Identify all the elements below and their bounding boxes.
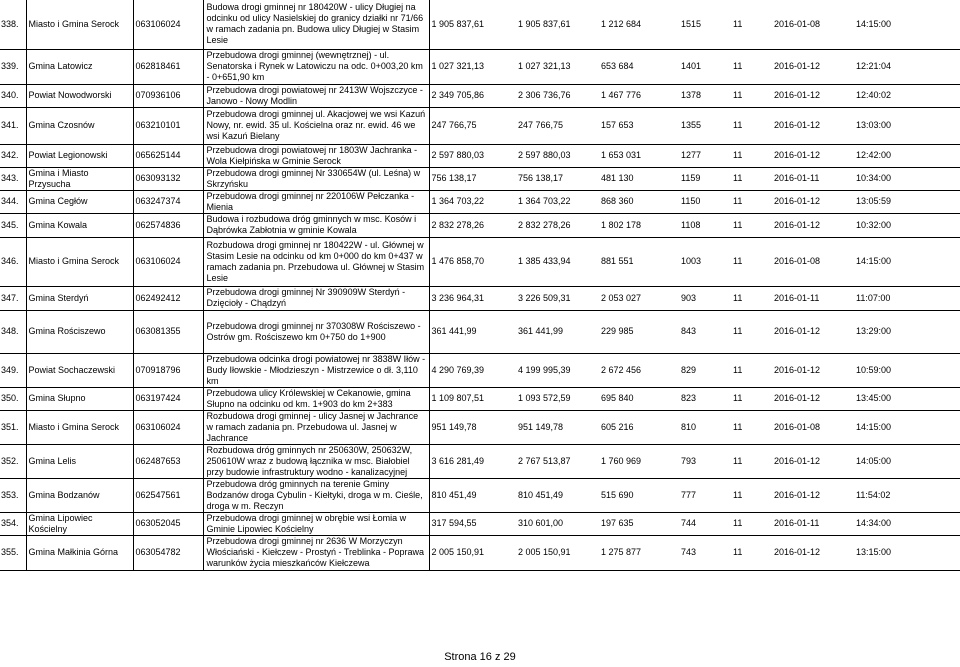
submission-date: 2016-01-12	[772, 190, 854, 213]
eligible-cost: 810 451,49	[516, 478, 599, 512]
applicant-name: Gmina Lipowiec Kościelny	[26, 512, 133, 535]
eligible-cost: 756 138,17	[516, 167, 599, 190]
applicant-code: 063106024	[133, 237, 203, 286]
project-description: Przebudowa ulicy Królewskiej w Cekanowie, gmina Słupno na odcinku od km. 1+903 do km 2+383	[203, 387, 429, 410]
total-cost: 2 349 705,86	[429, 84, 516, 107]
applicant-name: Powiat Nowodworski	[26, 84, 133, 107]
score: 1108	[679, 213, 731, 237]
submission-date: 2016-01-12	[772, 387, 854, 410]
table-row	[0, 107, 960, 144]
requested-amount: 653 684	[599, 49, 679, 84]
submission-date: 2016-01-12	[772, 144, 854, 167]
total-cost: 1 905 837,61	[429, 0, 516, 49]
total-cost: 361 441,99	[429, 310, 516, 353]
row-number: 353.	[0, 478, 26, 512]
applicant-code: 063106024	[133, 0, 203, 49]
requested-amount: 2 672 456	[599, 353, 679, 387]
table-row	[0, 535, 960, 570]
total-cost: 1 109 807,51	[429, 387, 516, 410]
applicant-name: Powiat Legionowski	[26, 144, 133, 167]
category-number: 11	[731, 107, 772, 144]
table-row	[0, 237, 960, 286]
row-number: 338.	[0, 0, 26, 49]
eligible-cost: 2 005 150,91	[516, 535, 599, 570]
category-number: 11	[731, 353, 772, 387]
total-cost: 951 149,78	[429, 410, 516, 444]
submission-date: 2016-01-08	[772, 410, 854, 444]
applicant-code: 063054782	[133, 535, 203, 570]
category-number: 11	[731, 310, 772, 353]
total-cost: 4 290 769,39	[429, 353, 516, 387]
row-number: 351.	[0, 410, 26, 444]
applicant-code: 062818461	[133, 49, 203, 84]
row-number: 350.	[0, 387, 26, 410]
eligible-cost: 361 441,99	[516, 310, 599, 353]
applicant-code: 063247374	[133, 190, 203, 213]
total-cost: 810 451,49	[429, 478, 516, 512]
category-number: 11	[731, 237, 772, 286]
submission-date: 2016-01-12	[772, 535, 854, 570]
table-row	[0, 310, 960, 353]
submission-date: 2016-01-12	[772, 444, 854, 478]
row-number: 343.	[0, 167, 26, 190]
category-number: 11	[731, 213, 772, 237]
score: 810	[679, 410, 731, 444]
score: 744	[679, 512, 731, 535]
eligible-cost: 310 601,00	[516, 512, 599, 535]
submission-date: 2016-01-12	[772, 213, 854, 237]
applicant-name: Gmina Bodzanów	[26, 478, 133, 512]
row-number: 339.	[0, 49, 26, 84]
table-row	[0, 353, 960, 387]
total-cost: 1 364 703,22	[429, 190, 516, 213]
eligible-cost: 2 832 278,26	[516, 213, 599, 237]
score: 1515	[679, 0, 731, 49]
score: 843	[679, 310, 731, 353]
eligible-cost: 2 597 880,03	[516, 144, 599, 167]
category-number: 11	[731, 387, 772, 410]
project-description: Przebudowa drogi gminnej w obrębie wsi Łomia w Gminie Lipowiec Kościelny	[203, 512, 429, 535]
total-cost: 2 832 278,26	[429, 213, 516, 237]
submission-date: 2016-01-12	[772, 84, 854, 107]
total-cost: 3 616 281,49	[429, 444, 516, 478]
applicant-name: Miasto i Gmina Serock	[26, 0, 133, 49]
score: 1159	[679, 167, 731, 190]
requested-amount: 1 802 178	[599, 213, 679, 237]
table-row	[0, 167, 960, 190]
row-number: 348.	[0, 310, 26, 353]
score: 1401	[679, 49, 731, 84]
score: 1378	[679, 84, 731, 107]
applicant-name: Gmina Małkinia Górna	[26, 535, 133, 570]
project-description: Rozbudowa drogi gminnej nr 180422W - ul. Głównej w Stasim Lesie na odcinku od km 0+000 do km 0+437 w ramach zadania pn. Przebudowa ul. Głównej w Stasim Lesie	[203, 237, 429, 286]
submission-time: 10:32:00	[854, 213, 960, 237]
category-number: 11	[731, 512, 772, 535]
total-cost: 756 138,17	[429, 167, 516, 190]
submission-time: 14:05:00	[854, 444, 960, 478]
score: 777	[679, 478, 731, 512]
row-number: 346.	[0, 237, 26, 286]
project-description: Przebudowa drogi powiatowej nr 1803W Jachranka - Wola Kiełpińska w Gminie Serock	[203, 144, 429, 167]
score: 743	[679, 535, 731, 570]
category-number: 11	[731, 84, 772, 107]
category-number: 11	[731, 444, 772, 478]
row-number: 340.	[0, 84, 26, 107]
total-cost: 317 594,55	[429, 512, 516, 535]
score: 1003	[679, 237, 731, 286]
requested-amount: 605 216	[599, 410, 679, 444]
project-description: Budowa i rozbudowa dróg gminnych w msc. Kosów i Dąbrówka Zabłotnia w gminie Kowala	[203, 213, 429, 237]
project-description: Przebudowa drogi gminnej nr 370308W Rościszewo - Ostrów gm. Rościszewo km 0+750 do 1+900	[203, 310, 429, 353]
category-number: 11	[731, 286, 772, 310]
submission-time: 10:59:00	[854, 353, 960, 387]
category-number: 11	[731, 190, 772, 213]
submission-time: 13:15:00	[854, 535, 960, 570]
applicant-code: 070918796	[133, 353, 203, 387]
table-row	[0, 410, 960, 444]
eligible-cost: 247 766,75	[516, 107, 599, 144]
applicant-name: Gmina Słupno	[26, 387, 133, 410]
eligible-cost: 2 767 513,87	[516, 444, 599, 478]
project-description: Przebudowa drogi gminnej (wewnętrznej) - ul. Senatorska i Rynek w Latowiczu na odc. 0+003,20 km - 0+651,90 km	[203, 49, 429, 84]
requested-amount: 1 275 877	[599, 535, 679, 570]
submission-time: 14:15:00	[854, 0, 960, 49]
applicant-code: 063106024	[133, 410, 203, 444]
project-description: Przebudowa drogi gminnej nr 2636 W Morzyczyn Włościański - Kiełczew - Prostyń - Treblinka - Poprawa warunków życia mieszkańców Kiełczewa	[203, 535, 429, 570]
category-number: 11	[731, 0, 772, 49]
requested-amount: 695 840	[599, 387, 679, 410]
project-description: Przebudowa drogi gminnej ul. Akacjowej we wsi Kazuń Nowy, nr. ewid. 35 ul. Kościelna oraz nr. ewid. 46 we wsi Kazuń Bielany	[203, 107, 429, 144]
table-row	[0, 0, 960, 49]
row-number: 341.	[0, 107, 26, 144]
eligible-cost: 1 364 703,22	[516, 190, 599, 213]
table-row	[0, 84, 960, 107]
project-description: Rozbudowa drogi gminnej - ulicy Jasnej w Jachrance w ramach zadania pn. Przebudowa ul. Jasnej w Jachrance	[203, 410, 429, 444]
eligible-cost: 951 149,78	[516, 410, 599, 444]
total-cost: 3 236 964,31	[429, 286, 516, 310]
submission-time: 10:34:00	[854, 167, 960, 190]
row-number: 347.	[0, 286, 26, 310]
score: 1355	[679, 107, 731, 144]
applicant-code: 063210101	[133, 107, 203, 144]
submission-time: 13:05:59	[854, 190, 960, 213]
category-number: 11	[731, 535, 772, 570]
project-description: Przebudowa drogi powiatowej nr 2413W Wojszczyce - Janowo - Nowy Modlin	[203, 84, 429, 107]
requested-amount: 515 690	[599, 478, 679, 512]
applicant-name: Gmina Lelis	[26, 444, 133, 478]
table-row	[0, 144, 960, 167]
submission-time: 13:29:00	[854, 310, 960, 353]
applicant-code: 065625144	[133, 144, 203, 167]
submission-date: 2016-01-12	[772, 353, 854, 387]
category-number: 11	[731, 49, 772, 84]
requested-amount: 868 360	[599, 190, 679, 213]
total-cost: 2 005 150,91	[429, 535, 516, 570]
submission-time: 11:07:00	[854, 286, 960, 310]
category-number: 11	[731, 144, 772, 167]
submission-date: 2016-01-12	[772, 107, 854, 144]
category-number: 11	[731, 478, 772, 512]
requested-amount: 157 653	[599, 107, 679, 144]
row-number: 349.	[0, 353, 26, 387]
table-row	[0, 49, 960, 84]
applicant-code: 062487653	[133, 444, 203, 478]
project-description: Rozbudowa dróg gminnych nr 250630W, 250632W, 250610W wraz z budową łącznika w msc. Białobiel przy budowie infrastruktury wodno - kanalizacyjnej	[203, 444, 429, 478]
row-number: 345.	[0, 213, 26, 237]
page-number-label: Strona 16 z 29	[444, 651, 516, 663]
submission-date: 2016-01-12	[772, 310, 854, 353]
applicant-code: 062547561	[133, 478, 203, 512]
applicant-code: 063197424	[133, 387, 203, 410]
submission-date: 2016-01-08	[772, 237, 854, 286]
applicant-name: Miasto i Gmina Serock	[26, 410, 133, 444]
row-number: 344.	[0, 190, 26, 213]
requested-amount: 229 985	[599, 310, 679, 353]
category-number: 11	[731, 410, 772, 444]
applicant-name: Gmina Kowala	[26, 213, 133, 237]
total-cost: 1 476 858,70	[429, 237, 516, 286]
score: 903	[679, 286, 731, 310]
submission-time: 13:45:00	[854, 387, 960, 410]
applicant-name: Gmina Cegłów	[26, 190, 133, 213]
requested-amount: 197 635	[599, 512, 679, 535]
submission-time: 12:40:02	[854, 84, 960, 107]
requested-amount: 1 212 684	[599, 0, 679, 49]
eligible-cost: 1 905 837,61	[516, 0, 599, 49]
applicant-name: Gmina Latowicz	[26, 49, 133, 84]
eligible-cost: 2 306 736,76	[516, 84, 599, 107]
requested-amount: 481 130	[599, 167, 679, 190]
requested-amount: 1 653 031	[599, 144, 679, 167]
submission-date: 2016-01-08	[772, 0, 854, 49]
eligible-cost: 3 226 509,31	[516, 286, 599, 310]
submission-time: 14:15:00	[854, 410, 960, 444]
applicant-code: 063081355	[133, 310, 203, 353]
eligible-cost: 1 027 321,13	[516, 49, 599, 84]
applicant-code: 063052045	[133, 512, 203, 535]
submission-time: 13:03:00	[854, 107, 960, 144]
score: 1277	[679, 144, 731, 167]
table-row	[0, 444, 960, 478]
table-row	[0, 286, 960, 310]
applicant-name: Powiat Sochaczewski	[26, 353, 133, 387]
submission-time: 12:21:04	[854, 49, 960, 84]
total-cost: 247 766,75	[429, 107, 516, 144]
submission-date: 2016-01-11	[772, 286, 854, 310]
row-number: 354.	[0, 512, 26, 535]
submission-date: 2016-01-11	[772, 167, 854, 190]
project-description: Budowa drogi gminnej nr 180420W - ulicy Długiej na odcinku od ulicy Nasielskiej do granicy działki nr 71/66 w ramach zadania pn. Budowa ulicy Długiej w Stasim Lesie	[203, 0, 429, 49]
applicant-code: 062574836	[133, 213, 203, 237]
table-row	[0, 213, 960, 237]
applicant-name: Gmina Rościszewo	[26, 310, 133, 353]
table-row	[0, 478, 960, 512]
eligible-cost: 1 385 433,94	[516, 237, 599, 286]
table-row	[0, 512, 960, 535]
project-description: Przebudowa odcinka drogi powiatowej nr 3838W Iłów - Budy Iłowskie - Młodzieszyn - Mistrzewice o dł. 3,110 km	[203, 353, 429, 387]
score: 823	[679, 387, 731, 410]
project-description: Przebudowa drogi gminnej nr 220106W Pełczanka - Mienia	[203, 190, 429, 213]
score: 829	[679, 353, 731, 387]
applicant-name: Gmina Sterdyń	[26, 286, 133, 310]
applicant-code: 062492412	[133, 286, 203, 310]
row-number: 355.	[0, 535, 26, 570]
category-number: 11	[731, 167, 772, 190]
page-footer	[0, 651, 960, 664]
submission-time: 14:15:00	[854, 237, 960, 286]
applicant-name: Gmina Czosnów	[26, 107, 133, 144]
applicant-code: 063093132	[133, 167, 203, 190]
requested-amount: 881 551	[599, 237, 679, 286]
score: 1150	[679, 190, 731, 213]
submission-time: 12:42:00	[854, 144, 960, 167]
requested-amount: 1 467 776	[599, 84, 679, 107]
submission-time: 14:34:00	[854, 512, 960, 535]
score: 793	[679, 444, 731, 478]
total-cost: 1 027 321,13	[429, 49, 516, 84]
applicant-code: 070936106	[133, 84, 203, 107]
eligible-cost: 1 093 572,59	[516, 387, 599, 410]
applicant-name: Miasto i Gmina Serock	[26, 237, 133, 286]
applicant-name: Gmina i Miasto Przysucha	[26, 167, 133, 190]
submission-date: 2016-01-12	[772, 478, 854, 512]
eligible-cost: 4 199 995,39	[516, 353, 599, 387]
project-description: Przebudowa drogi gminnej Nr 330654W (ul. Leśna) w Skrzyńsku	[203, 167, 429, 190]
row-number: 352.	[0, 444, 26, 478]
project-description: Przebudowa dróg gminnych na terenie Gminy Bodzanów droga Cybulin - Kiełtyki, droga w m. Cieśle, droga w m. Reczyn	[203, 478, 429, 512]
table-row	[0, 190, 960, 213]
submission-date: 2016-01-11	[772, 512, 854, 535]
table-row	[0, 387, 960, 410]
total-cost: 2 597 880,03	[429, 144, 516, 167]
row-number: 342.	[0, 144, 26, 167]
requested-amount: 1 760 969	[599, 444, 679, 478]
submission-date: 2016-01-12	[772, 49, 854, 84]
project-description: Przebudowa drogi gminnej Nr 390909W Sterdyń - Dzięcioły - Chądzyń	[203, 286, 429, 310]
submission-time: 11:54:02	[854, 478, 960, 512]
requested-amount: 2 053 027	[599, 286, 679, 310]
